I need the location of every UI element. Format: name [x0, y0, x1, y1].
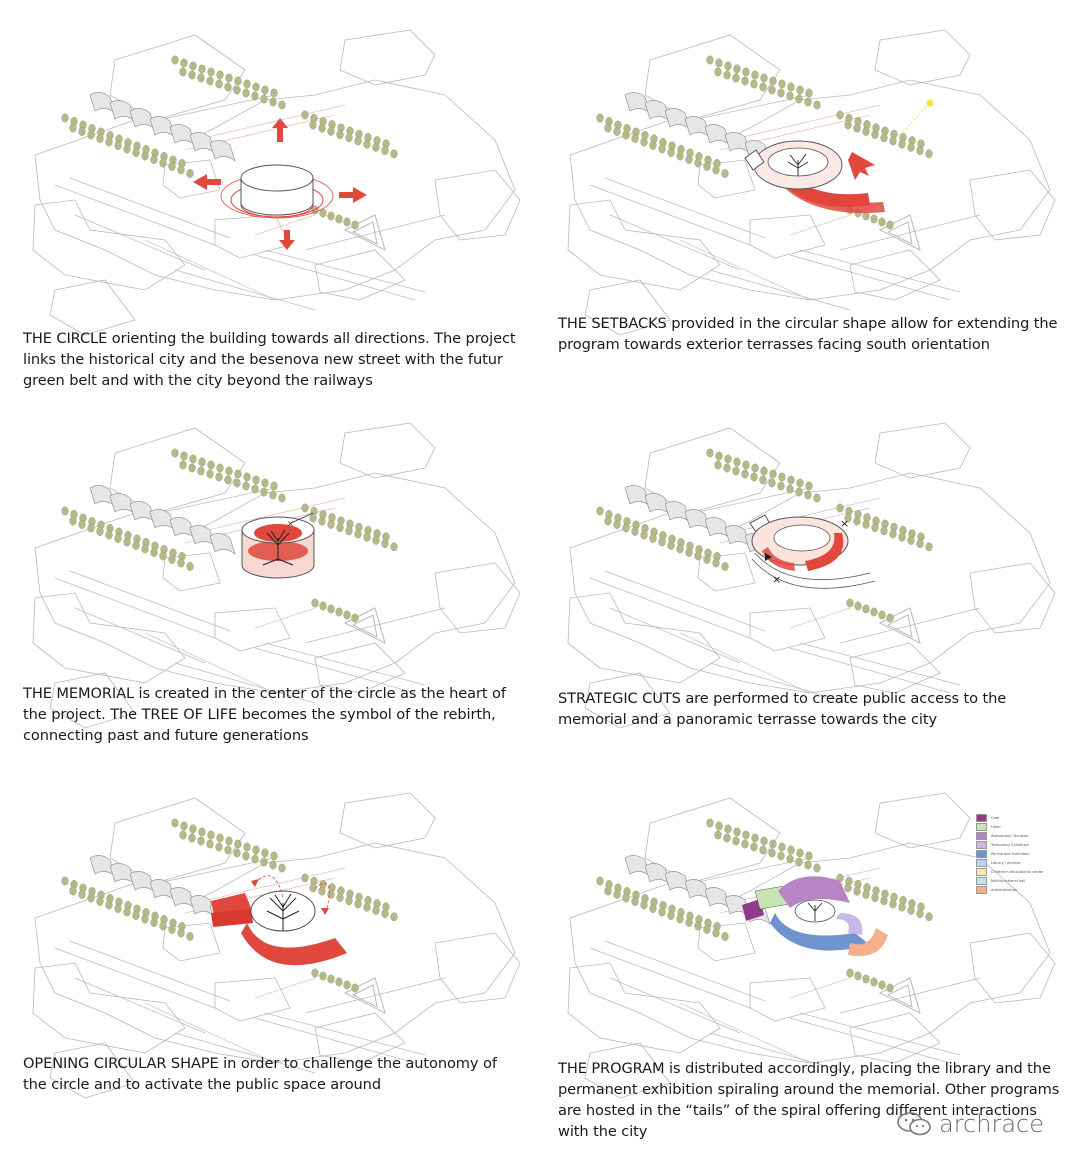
panel-setbacks [550, 0, 1070, 380]
legend-swatch [976, 841, 987, 849]
caption-circle: THE CIRCLE orienting the building towards all directions. The project links the historical city and the besenova new street with the futur green belt and with the city beyond the railways [23, 330, 516, 389]
panel-cuts [550, 393, 1070, 773]
panel-opening [15, 763, 535, 1143]
legend-label: Administration [991, 887, 1018, 892]
legend-label: Multifunctional hall [991, 878, 1026, 883]
watermark [895, 1110, 1044, 1138]
legend-item [976, 867, 1044, 876]
cuts-volume [750, 515, 875, 588]
context-map [568, 423, 1055, 728]
opening-volume [211, 876, 347, 965]
caption-memorial: THE MEMORIAL is created in the center of the circle as the heart of the project. The TREE OF LIFE becomes the symbol of the rebirth, connecting past and future generations [23, 685, 506, 744]
legend-item [976, 858, 1044, 867]
legend-label: Restaurant/ Terrasse [991, 833, 1028, 838]
panel-program [550, 763, 1070, 1143]
legend-swatch [976, 832, 987, 840]
legend-item [976, 849, 1044, 858]
caption-cuts: STRATEGIC CUTS are performed to create public access to the memorial and a panoramic terrasse towards the city [558, 690, 1007, 728]
caption-setbacks: THE SETBACKS provided in the circular shape allow for extending the program towards exterior terrasses facing south orientation [558, 315, 1058, 353]
site-diagram-circle [15, 0, 535, 380]
legend-swatch [976, 814, 987, 822]
wechat-icon [895, 1110, 933, 1138]
legend-label: Temporary Exhibition [991, 842, 1030, 847]
legend-item [976, 822, 1044, 831]
legend-swatch [976, 877, 987, 885]
legend-swatch [976, 850, 987, 858]
caption-program: THE PROGRAM is distributed accordingly, placing the library and the permanent exhibition spiraling around the memorial. Other programs are hosted in the “tails” of the spiral offering different interactions with the city [558, 1060, 1060, 1140]
svg-text:×: × [287, 519, 294, 528]
legend-label: Cafe [991, 815, 1000, 820]
legend-label: Hotel [991, 824, 1001, 829]
south-arrow [848, 152, 875, 180]
sun-marker [900, 100, 934, 136]
legend-item [976, 876, 1044, 885]
watermark-text: archrace [939, 1110, 1044, 1138]
program-legend [976, 813, 1044, 894]
memorial-volume [242, 513, 314, 578]
setback-volume [745, 141, 885, 213]
legend-swatch [976, 859, 987, 867]
legend-label: Permanent Exhibition [991, 851, 1030, 856]
legend-swatch [976, 886, 987, 894]
svg-text:×: × [840, 517, 850, 530]
legend-swatch [976, 868, 987, 876]
caption-opening: OPENING CIRCULAR SHAPE in order to challenge the autonomy of the circle and to activate the public space around [23, 1055, 497, 1093]
legend-swatch [976, 823, 987, 831]
legend-item [976, 831, 1044, 840]
legend-item [976, 813, 1044, 822]
legend-label: Children's educational center [991, 869, 1044, 874]
panel-memorial [15, 393, 535, 773]
legend-item [976, 840, 1044, 849]
legend-label: Library / Archive [991, 860, 1021, 865]
legend-item [976, 885, 1044, 894]
svg-text:×: × [772, 573, 782, 586]
panel-circle [15, 0, 535, 389]
